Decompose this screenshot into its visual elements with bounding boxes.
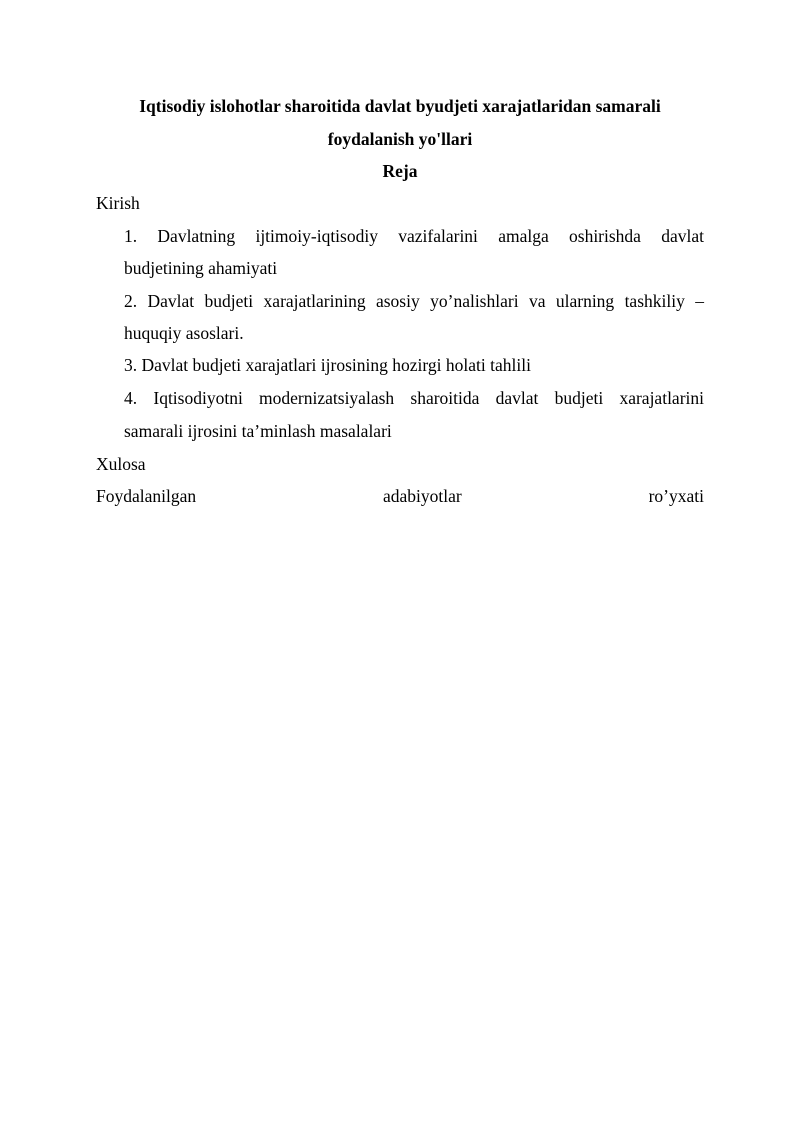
plan-item-4-line1: 4. Iqtisodiyotni modernizatsiyalash sharoitida davlat budjeti xarajatlarini [124,388,704,408]
plan-item-2-line2: huquqiy asoslari. [124,323,244,343]
conclusion-label: Xulosa [96,454,146,474]
references-word-3: ro’yxati [648,486,704,506]
references-line [96,485,704,507]
plan-item-2-line1: 2. Davlat budjeti xarajatlarining asosiy yo’nalishlari va ularning tashkiliy – [124,291,704,311]
references-word-1: Foydalanilgan [96,486,197,506]
intro-label: Kirish [96,193,140,213]
plan-heading: Reja [382,161,418,181]
document-title-line1: Iqtisodiy islohotlar sharoitida davlat byudjeti xarajatlaridan samarali [139,96,661,116]
plan-item-1-line1: 1. Davlatning ijtimoiy-iqtisodiy vazifalarini amalga oshirishda davlat [124,226,704,246]
document-title-line2: foydalanish yo'llari [327,129,473,149]
plan-item-3-line1: 3. Davlat budjeti xarajatlari ijrosining hozirgi holati tahlili [124,355,531,375]
plan-item-1-line2: budjetining ahamiyati [124,258,278,278]
plan-item-4-line2: samarali ijrosini ta’minlash masalalari [124,421,392,441]
references-word-2: adabiyotlar [383,486,462,506]
